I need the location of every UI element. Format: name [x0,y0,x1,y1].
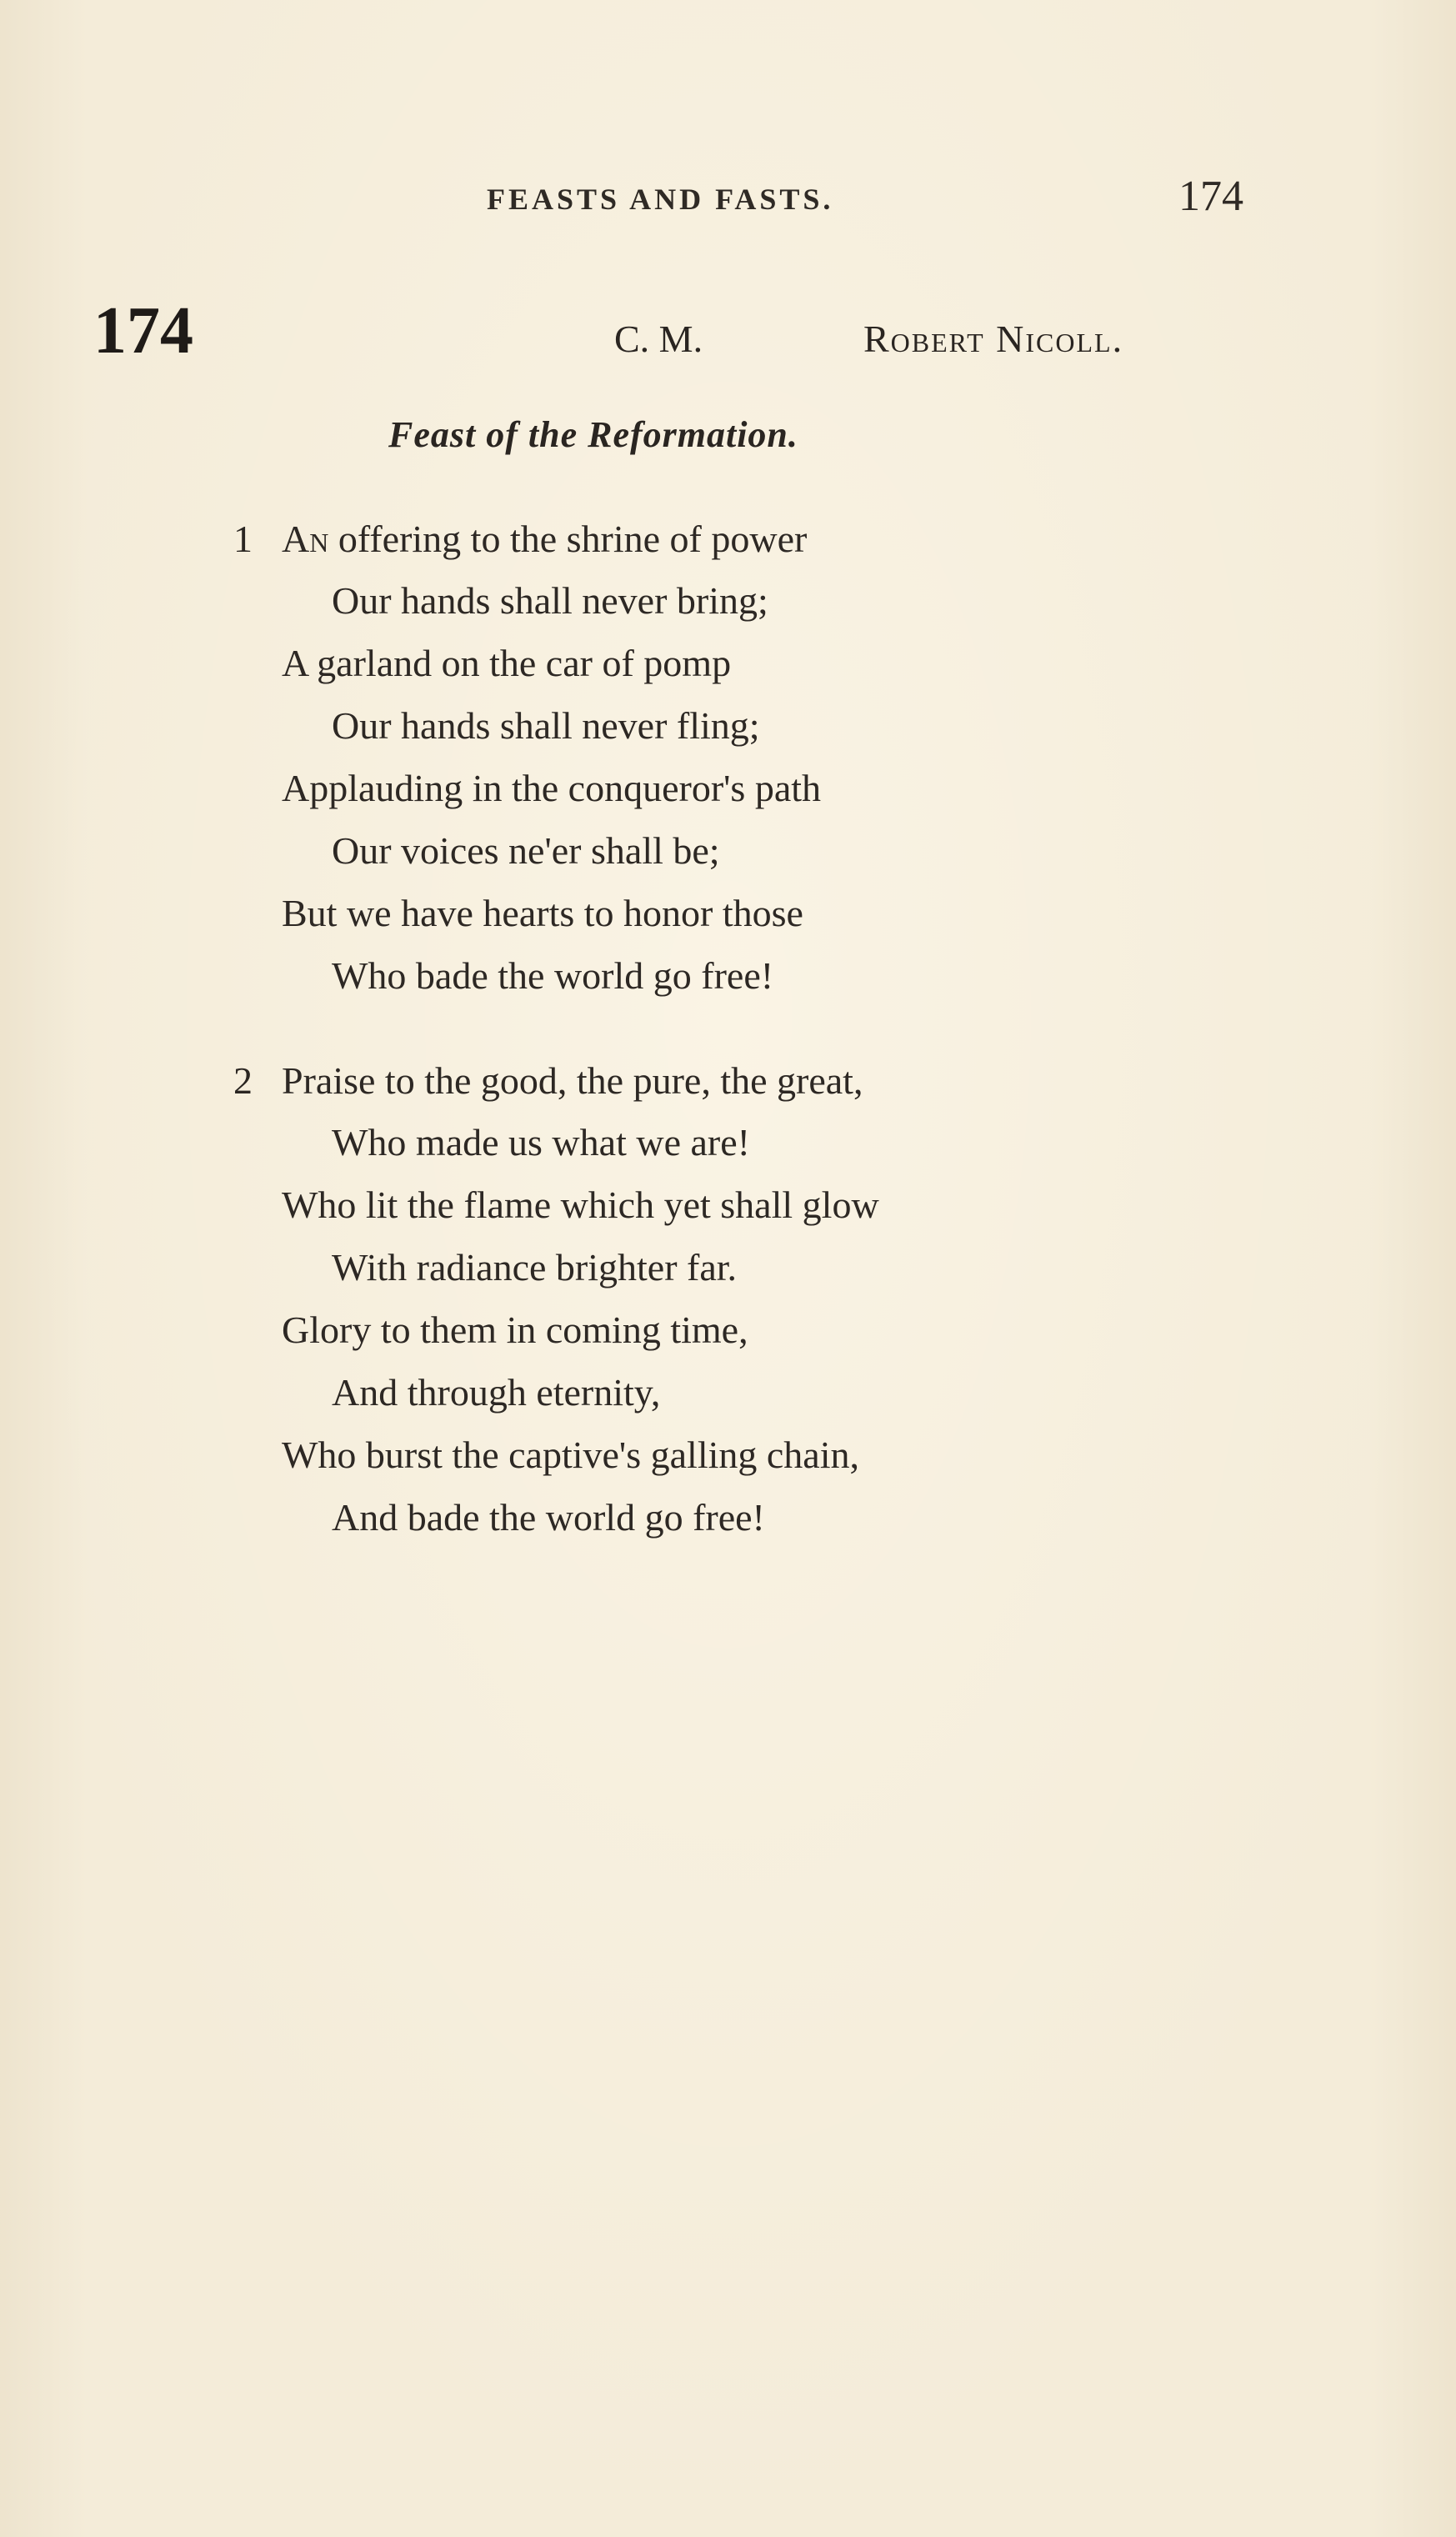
hymn-number: 174 [93,294,193,368]
hymn-meter: C. M. [614,318,703,360]
verse-line [282,517,807,561]
hymn-title: Feast of the Reformation. [388,414,798,455]
verse-line: With radiance brighter far. [332,1246,738,1289]
verse-line: And through eternity, [332,1371,661,1414]
verse-line: Our hands shall never fling; [332,704,760,747]
running-head-title: FEASTS AND FASTS. [487,183,834,216]
verse-number: 2 [233,1059,253,1102]
verse-line: Glory to them in coming time, [282,1309,748,1351]
verse-line: Applauding in the conqueror's path [282,767,822,809]
verse-line: Praise to the good, the pure, the great, [282,1059,863,1102]
verse-line: Who bade the world go free! [332,954,774,997]
running-head-page-number: 174 [1178,173,1243,220]
verse-line: But we have hearts to honor those [282,892,803,934]
verse-number: 1 [233,518,253,560]
verse-line: A garland on the car of pomp [282,642,732,684]
verse-line: Who lit the flame which yet shall glow [282,1183,879,1226]
verse-line: And bade the world go free! [332,1496,765,1539]
verse-line-text: offering to the shrine of power [328,518,808,560]
first-word: An [282,518,329,560]
hymn-author: Robert Nicoll. [863,318,1124,360]
verse-line: Who burst the captive's galling chain, [282,1434,859,1476]
verse-line: Our hands shall never bring; [332,579,768,622]
verse-line: Our voices ne'er shall be; [332,829,720,872]
verse-line: Who made us what we are! [332,1121,750,1163]
